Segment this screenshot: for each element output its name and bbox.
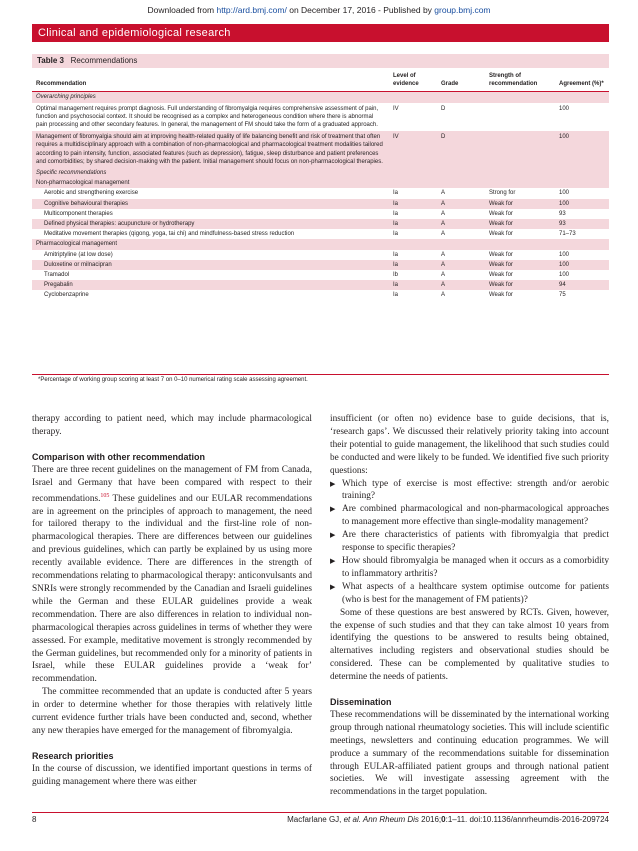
level-cell: Ia [389,280,437,290]
grade-cell: A [437,219,485,229]
grade-cell: D [437,131,485,168]
principle-text: Optimal management requires prompt diagnosis. Full understanding of fibromyalgia requires comprehensive assessment of pain, function and psychosocial context. It should be recognised as a complex and heterogeneous condition where there is abnormal pain processing and other secondary features. In general, the management of FM should take the form of a graduated approach. [36,105,379,129]
agreement-cell: 94 [555,280,609,290]
cite-year: 2016; [418,815,442,824]
agreement-cell: 100 [559,105,570,112]
table-row [32,131,609,168]
strength-cell: Weak for [489,292,513,299]
subsection-label: Pharmacological management [32,239,609,249]
bullet-text: What aspects of a healthcare system optimise outcome for patients (who is best for the management of FM patients)? [342,581,609,605]
strength-cell: Weak for [489,210,513,217]
reference-105[interactable]: 105 [100,492,110,499]
section-label: Specific recommendations [32,168,609,178]
bullet-text: Which type of exercise is most effective: strength and/or aerobic training? [342,478,609,502]
agreement-cell: 100 [559,251,570,258]
cite-authors: Macfarlane GJ, [287,815,344,824]
section-banner: Clinical and epidemiological research [32,24,609,42]
strength-cell: Weak for [485,280,555,290]
agreement-cell: 100 [559,272,570,279]
grade-cell: A [441,231,446,238]
level-cell: Ia [389,199,437,209]
strength-cell: Weak for [485,219,555,229]
drug-name: Cyclobenzaprine [44,292,89,299]
publisher-link[interactable]: group.bmj.com [434,5,491,15]
bullet-text: Are combined pharmacological and non-pharmacological approaches to management more effective than single-modality management? [342,504,609,528]
section-label: Overarching principles [32,92,609,103]
download-middle: on December 17, 2016 - Published by [286,5,435,15]
level-cell: Ia [393,231,399,238]
level-cell: Ia [393,292,399,299]
strength-cell: Weak for [489,251,513,258]
table-title [32,54,609,68]
section-row-overarching [32,92,609,103]
update-paragraph: The committee recommended that an update is conducted after 5 years in order to determine whether for those therapies with relatively little current evidence further trials have been conducted and, second, whether any new therapies have emerged for the management of fibromyalgia. [32,687,312,736]
header-grade: Grade [441,81,459,88]
comparison-text-b: These guidelines and our EULAR recommendations are in agreement on the principles of approach to management, the need for tailored therapy to the individual and the first-line role of non-pharmacological therapies. There are differences between our guidelines and previous guidelines, which can partly be explained by us using more recently available evidence. There are differences in the strength of recommendations relating to pharmacological therapy: anticonvulsants and SNRIs were strongly recommended by the Canadian and Israeli guidelines while the German and these EULAR guidelines provide a weak recommendation. There are also differences in relation to individual non-pharmacological therapies across guidelines in terms of whether they were assessed. For example, meditative movement is strongly recommended by the German guidelines, but recommended only for a minority of patients in Israel, while these EULAR guidelines provide a ‘weak for’ recommendation. [32,493,312,685]
strength-cell: Weak for [485,199,555,209]
agreement-cell: 71–73 [559,231,576,238]
subsection-row-nonpharm [32,178,609,188]
table-row [32,209,609,219]
drug-name: Pregabalin [32,280,389,290]
download-notice [0,5,638,15]
agreement-cell: 100 [555,260,609,270]
left-intro: therapy according to patient need, which may include pharmacological therapy. [32,414,312,437]
level-cell: Ia [393,251,399,258]
list-item [330,478,609,504]
download-link[interactable]: http://ard.bmj.com/ [216,5,287,15]
page-number: 8 [32,815,37,824]
header-level: Level of evidence [393,73,419,88]
therapy-name: Aerobic and strengthening exercise [44,190,139,197]
table-title-text: Recommendations [70,56,138,65]
dissemination-paragraph: These recommendations will be disseminated by the international working group through national rheumatology societies. This will include scientific meetings, newsletters and continuing education programmes. We will produce a summary of the recommendations suitable for dissemination through EULAR-affiliated patient groups and through national patient societies. We will investigate assessing agreement with the recommendations in the target population. [330,709,609,798]
drug-name: Duloxetine or milnacipran [32,260,389,270]
table-row [32,103,609,132]
table-footnote: *Percentage of working group scoring at least 7 on 0–10 numerical rating scale assessing agreement. [38,377,308,383]
therapy-name: Multicomponent therapies [44,210,113,217]
bullet-arrow-icon: ▶ [330,505,336,514]
section-row-specific [32,168,609,178]
level-cell: Ia [393,210,399,217]
strength-cell [485,131,555,168]
table-row [32,250,609,260]
bullet-arrow-icon: ▶ [330,556,336,565]
recommendations-table [32,72,609,301]
bullet-text: How should fibromyalgia be managed when it occurs as a comorbidity to inflammatory arthritis? [342,555,609,579]
table-label: Table 3 [37,56,64,65]
list-item [330,555,609,581]
level-cell: Ia [389,260,437,270]
footer-rule [32,812,609,813]
level-cell: IV [393,105,399,112]
heading-comparison: Comparison with other recommendation [32,451,206,462]
therapy-name: Cognitive behavioural therapies [32,199,389,209]
table-row [32,199,609,209]
strength-cell [485,103,555,132]
bullet-arrow-icon: ▶ [330,582,336,591]
subsection-label: Non-pharmacological management [32,178,609,188]
comparison-paragraph [32,464,312,687]
grade-cell: D [441,105,446,112]
strength-cell: Weak for [489,231,513,238]
table-row [32,280,609,290]
table-row [32,290,609,300]
level-cell: Ia [389,219,437,229]
table-row [32,219,609,229]
agreement-cell: 93 [555,219,609,229]
header-strength: Strength of recommendation [489,73,538,88]
cite-volume: 0 [441,815,446,824]
agreement-cell: 93 [559,210,566,217]
cite-doi: :1–11. doi:10.1136/annrheumdis-2016-209724 [445,815,609,824]
heading-research-priorities: Research priorities [32,750,114,761]
grade-cell: A [441,251,446,258]
drug-name: Amitriptyline (at low dose) [44,251,113,258]
grade-cell: A [441,190,446,197]
grade-cell: A [441,272,446,279]
grade-cell: A [441,292,446,299]
table-row [32,260,609,270]
cite-journal: et al. Ann Rheum Dis [343,815,419,824]
strength-cell: Strong for [489,190,516,197]
level-cell: Ib [393,272,399,279]
gaps-paragraph: insufficient (or often no) evidence base to guide decisions, that is, ‘research gaps’. We discussed their relatively priority taking into account their potential to guide management, the likelihood that such studies could be conducted and were likely to be funded. We identified five such priority questions: [330,414,609,476]
list-item [330,503,609,529]
grade-cell: A [437,260,485,270]
list-item [330,581,609,607]
therapy-name: Meditative movement therapies (qigong, yoga, tai chi) and mindfulness-based stress reduction [44,231,295,238]
table-row [32,229,609,239]
strength-cell: Weak for [485,260,555,270]
table-row [32,188,609,198]
table-header-row [32,72,609,92]
bullet-text: Are there characteristics of patients with fibromyalgia that predict response to specific therapies? [342,530,609,554]
drug-name: Tramadol [44,272,70,279]
download-prefix: Downloaded from [147,5,217,15]
bullet-arrow-icon: ▶ [330,479,336,488]
grade-cell: A [437,280,485,290]
table-bottom-rule [32,374,609,375]
header-agreement: Agreement (%)* [559,81,604,88]
comparison-text-a: There are three recent guidelines on the management of FM from Canada, Israel and Germany that have been compared with respect to their recommendations. [32,464,312,504]
grade-cell: A [441,210,446,217]
agreement-cell: 75 [559,292,566,299]
left-column [32,413,312,789]
level-cell: Ia [393,190,399,197]
agreement-cell: 100 [559,190,570,197]
research-paragraph: In the course of discussion, we identified important questions in terms of guiding management where there was either [32,763,312,787]
rct-paragraph: Some of these questions are best answered by RCTs. Given, however, the expense of such studies and that they can take almost 10 years from identifying the questions to be answered to results being obtained, alternatives including registers and observational studies should be considered. These can be complemented by qualitative studies to determine the needs of patients. [330,607,609,683]
right-column [330,413,609,799]
principle-text: Management of fibromyalgia should aim at improving health-related quality of life balancing benefit and risk of treatment that often requires a multidisciplinary approach with a combination of non-pharmacological and pharmacological treatment modalities tailored according to pain intensity, function, associated features (such as depression), fatigue, sleep disturbance and patient preferences and comorbidities; by shared decision-making with the patient. Initial management should focus on non-pharmacological therapies. [32,131,389,168]
grade-cell: A [437,199,485,209]
bullet-arrow-icon: ▶ [330,531,336,540]
agreement-cell: 100 [555,131,609,168]
strength-cell: Weak for [489,272,513,279]
table-row [32,270,609,280]
agreement-cell: 100 [555,199,609,209]
list-item [330,529,609,555]
header-recommendation: Recommendation [36,81,87,88]
level-cell: IV [389,131,437,168]
heading-dissemination: Dissemination [330,697,392,708]
subsection-row-pharm [32,239,609,249]
therapy-name: Defined physical therapies: acupuncture or hydrotherapy [32,219,389,229]
citation [287,815,609,824]
